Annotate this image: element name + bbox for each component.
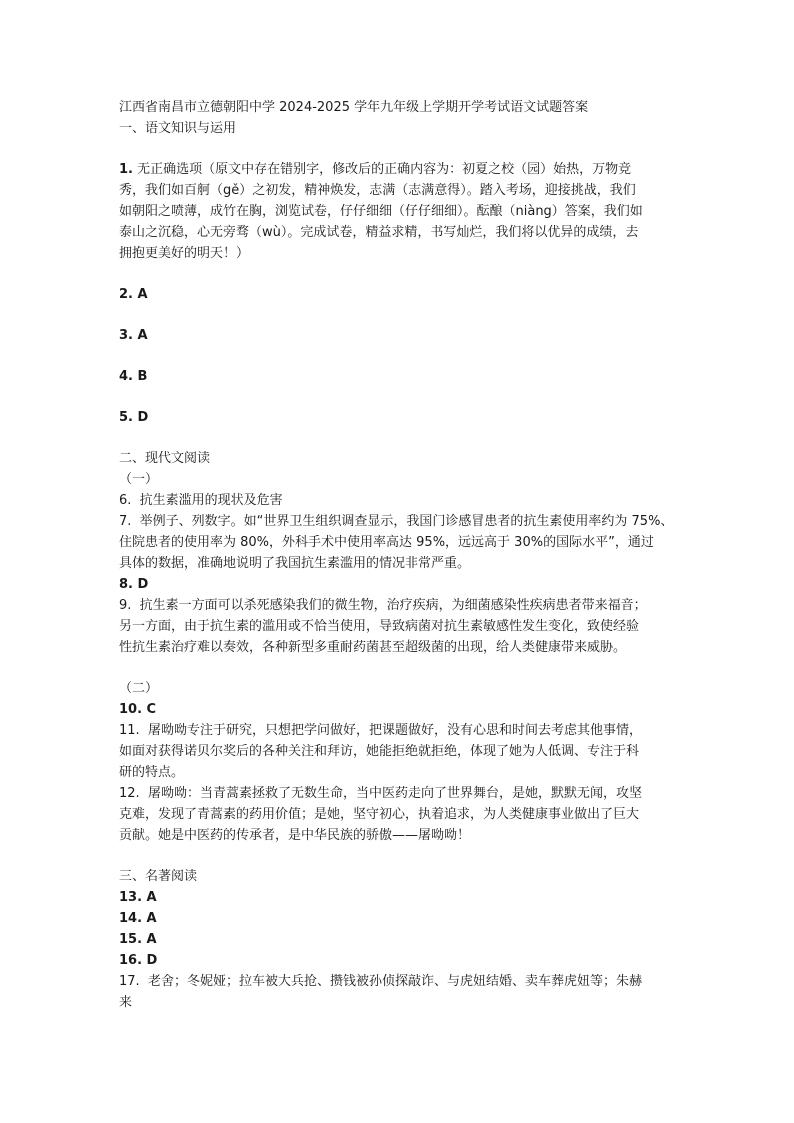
q14-answer: 14. A [119, 911, 157, 926]
q2-answer: 2. A [119, 287, 148, 302]
q9-line-1: 9. 抗生素一方面可以杀死感染我们的微生物，治疗疾病，为细菌感染性疾病患者带来福音； [119, 598, 647, 613]
q7-line-2: 住院患者的使用率为 80%，外科手术中使用率高达 95%，远远高于 30%的国际水平”，通过 [119, 535, 654, 550]
q1-number: 1. [119, 162, 133, 177]
q8-answer: 8. D [119, 577, 149, 592]
document-title: 江西省南昌市立德朝阳中学 2024-2025 学年九年级上学期开学考试语文试题答案 [119, 100, 589, 115]
q9-line-3: 性抗生素治疗难以奏效，各种新型多重耐药菌甚至超级菌的出现，给人类健康带来威胁。 [119, 640, 627, 655]
q6-answer: 6. 抗生素滥用的现状及危害 [119, 493, 283, 508]
q1-line-2: 秀，我们如百舸（gě）之初发，精神焕发，志满（志满意得）。踏入考场，迎接挑战，我们 [119, 183, 636, 198]
q1-answer [119, 159, 679, 264]
q1-line-3: 如朝阳之喷薄，成竹在胸，浏览试卷，仔仔细细（仔仔细细）。酝酿（niàng）答案，我们如 [119, 204, 643, 219]
section2-heading: 二、现代文阅读 [119, 451, 211, 466]
q11-line-3: 研的特点。 [119, 765, 185, 780]
q10-answer: 10. C [119, 702, 157, 717]
q17-line-1: 17. 老舍；冬妮娅；拉车被大兵抢、攒钱被孙侦探敲诈、与虎妞结婚、卖车葬虎妞等；朱赫 [119, 974, 642, 989]
q11-line-1: 11. 屠呦呦专注于研究，只想把学问做好，把课题做好，没有心思和时间去考虑其他事情， [119, 723, 642, 738]
section1-heading: 一、语文知识与运用 [119, 121, 237, 136]
q17-line-2: 来 [119, 995, 133, 1010]
section3-heading: 三、名著阅读 [119, 869, 198, 884]
q15-answer: 15. A [119, 932, 157, 947]
q1-line-4: 泰山之沉稳，心无旁骛（wù）。完成试卷，精益求精，书写灿烂，我们将以优异的成绩，去 [119, 225, 639, 240]
q16-answer: 16. D [119, 953, 158, 968]
q1-line-1: 无正确选项（原文中存在错别字，修改后的正确内容为：初夏之校（园）始热，万物竞 [137, 162, 632, 177]
q7-line-3: 具体的数据，准确地说明了我国抗生素滥用的情况非常严重。 [119, 556, 471, 571]
q13-answer: 13. A [119, 890, 157, 905]
answer-document [119, 97, 679, 1013]
section2-part2-label: （二） [119, 681, 159, 696]
q12-line-1: 12. 屠呦呦：当青蒿素拯救了无数生命，当中医药走向了世界舞台，是她，默默无闻，攻坚 [119, 786, 642, 801]
q5-answer: 5. D [119, 410, 149, 425]
q1-line-5: 拥抱更美好的明天！） [119, 246, 250, 261]
q7-line-1: 7. 举例子、列数字。如“世界卫生组织调查显示，我国门诊感冒患者的抗生素使用率约为 75%、 [119, 514, 674, 529]
q12-line-2: 克难，发现了青蒿素的药用价值；是她，坚守初心，执着追求，为人类健康事业做出了巨大 [119, 807, 640, 822]
q12-line-3: 贡献。她是中医药的传承者，是中华民族的骄傲——屠呦呦！ [119, 828, 471, 843]
q4-answer: 4. B [119, 369, 148, 384]
q11-line-2: 如面对获得诺贝尔奖后的各种关注和拜访，她能拒绝就拒绝，体现了她为人低调、专注于科 [119, 744, 640, 759]
q3-answer: 3. A [119, 328, 148, 343]
q9-line-2: 另一方面，由于抗生素的滥用或不恰当使用，导致病菌对抗生素敏感性发生变化，致使经验 [119, 619, 640, 634]
section2-part1-label: （一） [119, 472, 159, 487]
